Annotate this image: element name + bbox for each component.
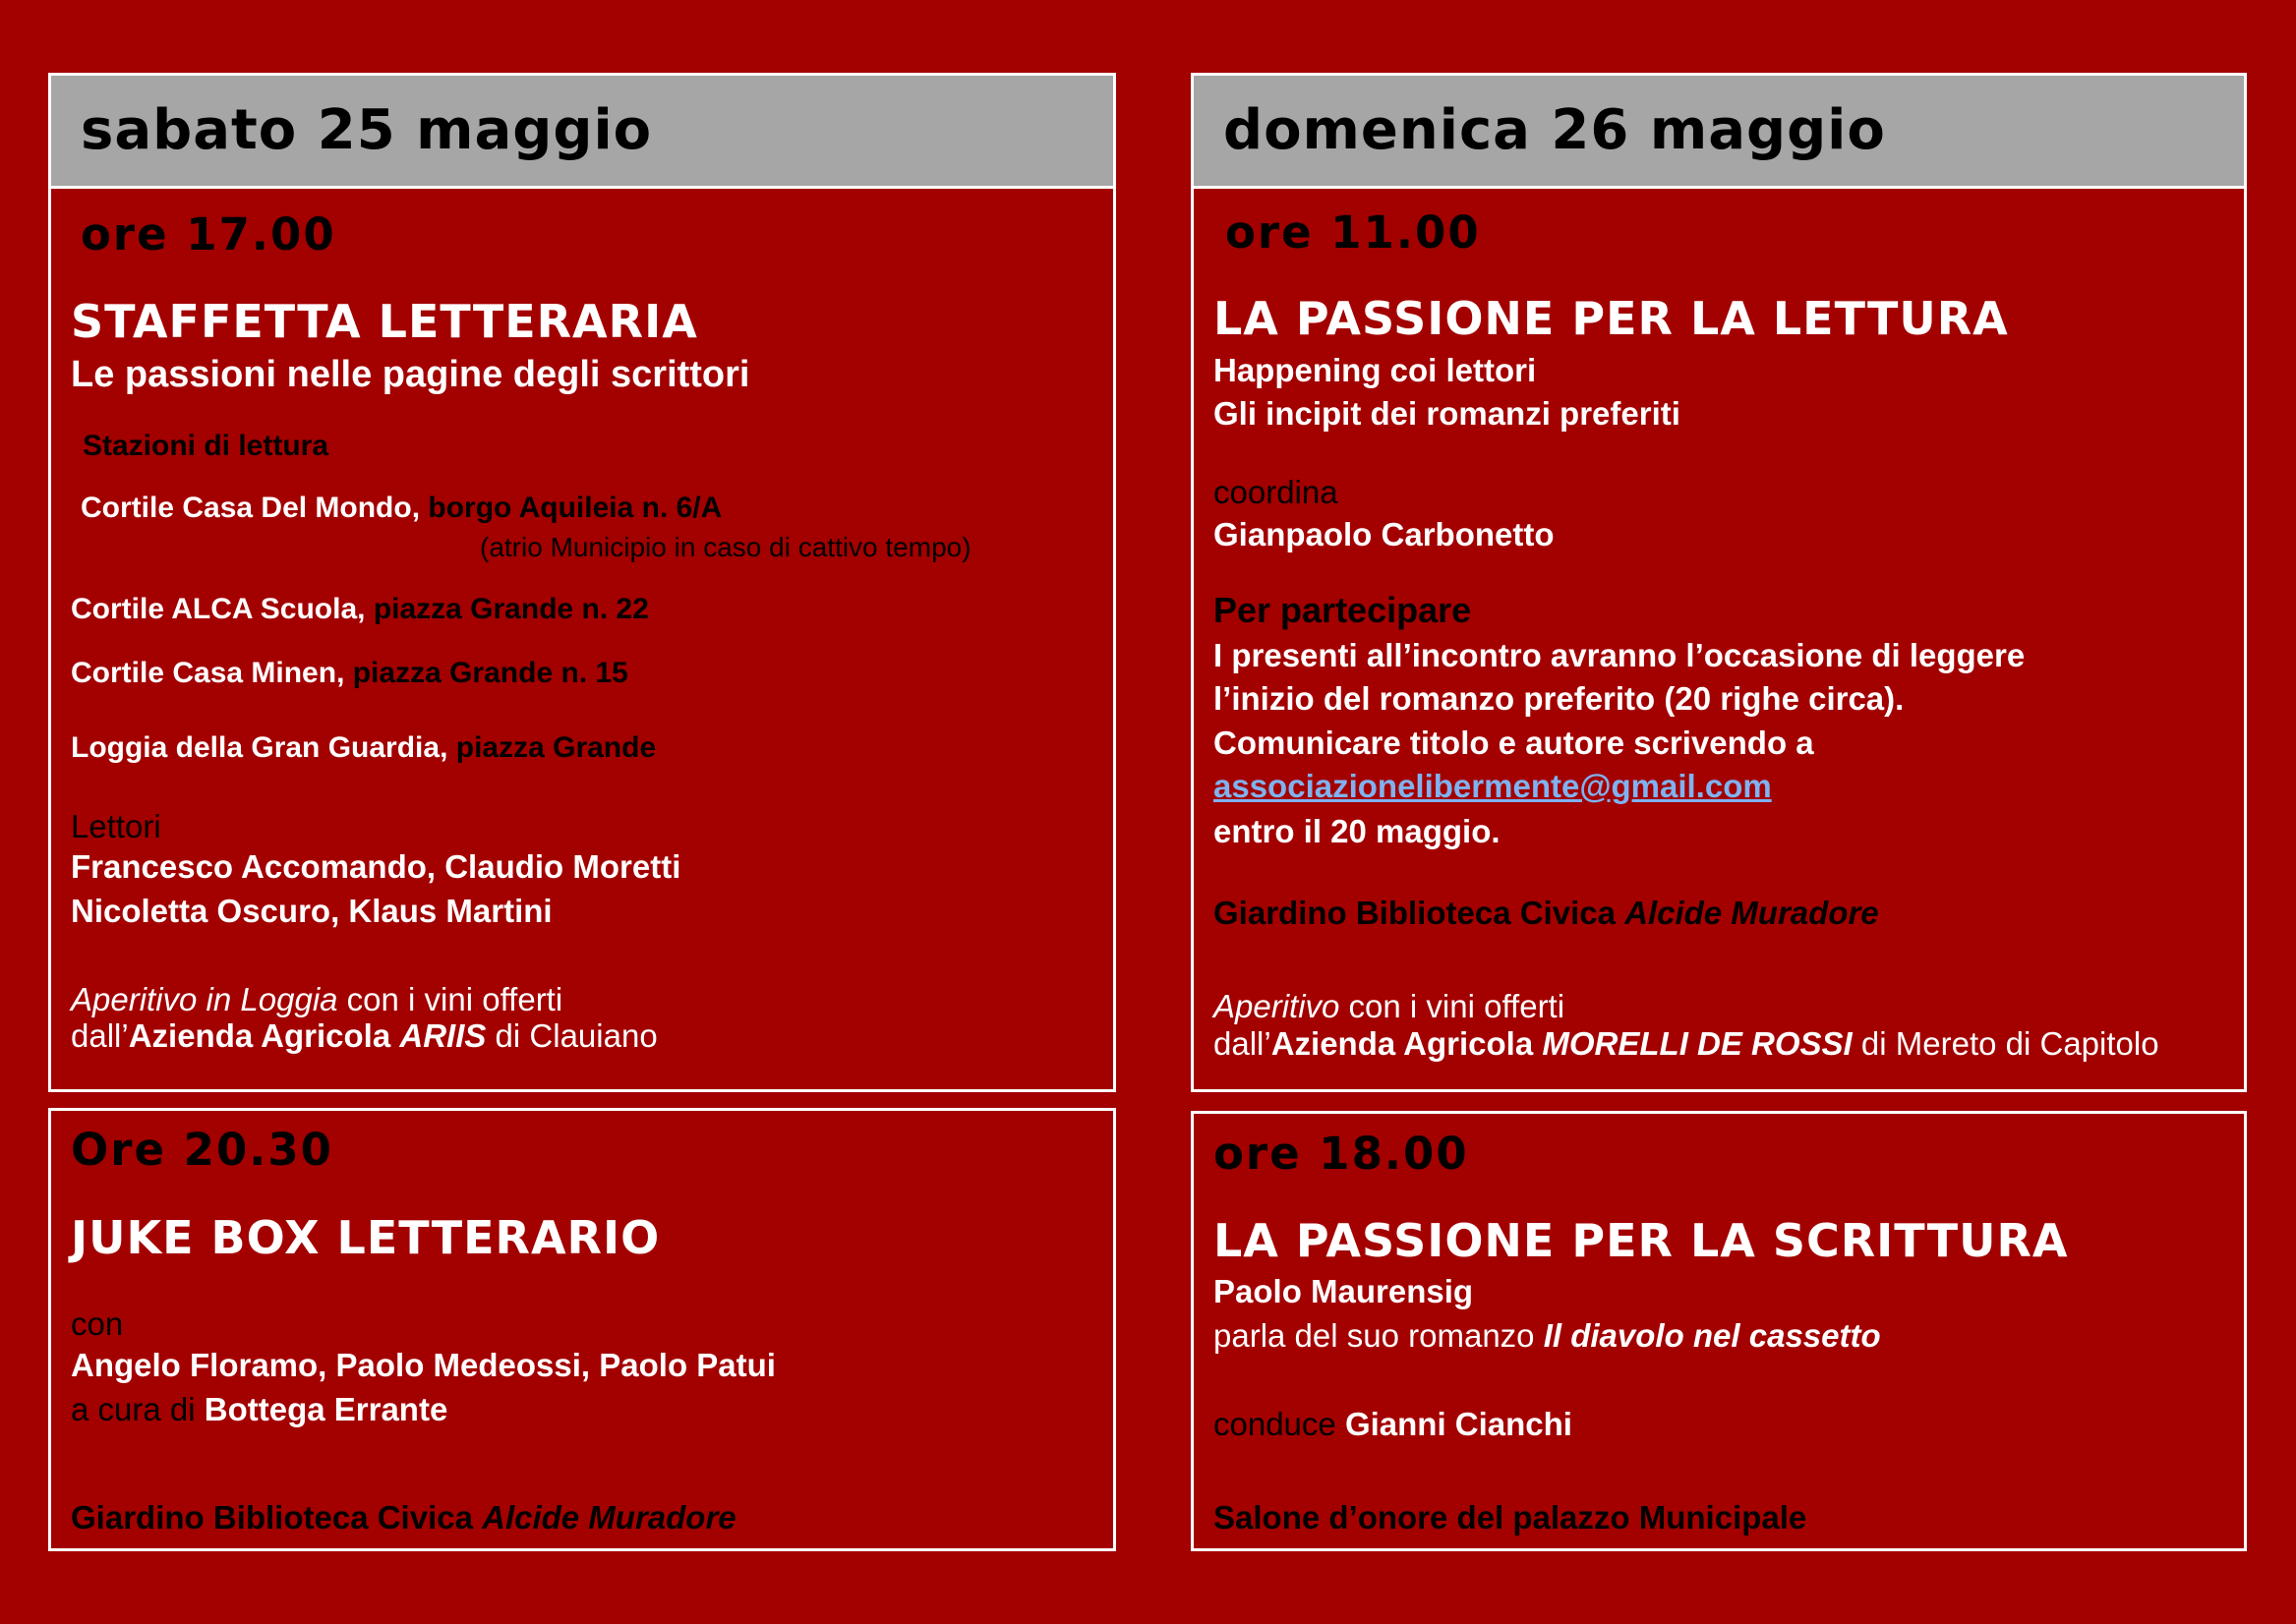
- station-sep: ,: [357, 593, 374, 625]
- sunday-event2-venue: Salone d’onore del palazzo Municipale: [1213, 1499, 1807, 1536]
- station-sep: ,: [440, 731, 456, 764]
- sunday-header: [1191, 73, 2247, 189]
- venue-name: Giardino Biblioteca Civica: [1213, 895, 1625, 931]
- participate-line4: entro il 20 maggio.: [1213, 813, 1501, 849]
- sunday-event1-title: LA PASSIONE PER LA LETTURA: [1213, 292, 2009, 345]
- readers-line1: Francesco Accomando, Claudio Moretti: [71, 848, 681, 885]
- station-row: [81, 492, 722, 525]
- saturday-event1-subtitle: Le passioni nelle pagine degli scrittori: [71, 354, 750, 395]
- readers-label: Lettori: [71, 808, 161, 844]
- station-sep: ,: [411, 492, 429, 524]
- with-label: con: [71, 1305, 124, 1342]
- station-place: Cortile Casa Minen: [71, 657, 337, 689]
- sunday-header-text: domenica 26 maggio: [1223, 98, 1886, 162]
- novel-title: Il diavolo nel cassetto: [1543, 1317, 1881, 1354]
- venue-dedication: Alcide Muradore: [482, 1499, 736, 1536]
- station-row: [71, 593, 649, 626]
- winery-label: Azienda Agricola: [1270, 1025, 1543, 1062]
- aperitivo-text: con i vini offerti: [1339, 988, 1565, 1024]
- aperitivo-label: Aperitivo in Loggia: [71, 981, 338, 1017]
- station-address: piazza Grande n. 22: [373, 593, 649, 625]
- winery-prefix: dall’: [1213, 1025, 1271, 1062]
- curated-name: Bottega Errante: [204, 1391, 448, 1427]
- stations-label: Stazioni di lettura: [83, 430, 329, 462]
- station-address: piazza Grande: [455, 731, 657, 764]
- participate-line3: Comunicare titolo e autore scrivendo a: [1213, 725, 1814, 761]
- sunday-winery: [1213, 1025, 2159, 1063]
- station-place: Cortile Casa Del Mondo: [81, 492, 412, 524]
- station-address: piazza Grande n. 15: [352, 657, 628, 689]
- saturday-event1-time: ore 17.00: [81, 208, 336, 261]
- sunday-event2-time: ore 18.00: [1213, 1128, 1469, 1180]
- aperitivo-text: con i vini offerti: [337, 981, 563, 1017]
- sunday-event1-line2: Gli incipit dei romanzi preferiti: [1213, 395, 1680, 432]
- curated-label: a cura di: [71, 1391, 205, 1427]
- sunday-event2-title: LA PASSIONE PER LA SCRITTURA: [1213, 1214, 2069, 1267]
- venue-dedication: Alcide Muradore: [1624, 895, 1879, 931]
- saturday-event1-title: STAFFETTA LETTERARIA: [71, 295, 698, 348]
- winery-name: ARIIS: [399, 1017, 487, 1054]
- winery-prefix: dall’: [71, 1017, 129, 1054]
- station-place: Cortile ALCA Scuola: [71, 593, 358, 625]
- saturday-event2-time: Ore 20.30: [71, 1124, 333, 1176]
- winery-location: di Mereto di Capitolo: [1852, 1025, 2159, 1062]
- sunday-aperitivo: [1213, 988, 1564, 1025]
- winery-location: di Clauiano: [486, 1017, 658, 1054]
- station-address: borgo Aquileia n. 6/A: [428, 492, 723, 524]
- saturday-aperitivo: [71, 981, 562, 1018]
- sunday-event2-talk: [1213, 1317, 1881, 1355]
- saturday-winery: [71, 1017, 658, 1055]
- guests: Angelo Floramo, Paolo Medeossi, Paolo Patui: [71, 1347, 776, 1383]
- curated-by: [71, 1391, 447, 1428]
- readers-line2: Nicoletta Oscuro, Klaus Martini: [71, 893, 553, 929]
- participate-line1: I presenti all’incontro avranno l’occasione di leggere: [1213, 637, 2026, 673]
- saturday-event2-venue: [71, 1499, 736, 1537]
- participate-line2: l’inizio del romanzo preferito (20 righe circa).: [1213, 680, 1905, 717]
- saturday-event2-title: JUKE BOX LETTERARIO: [71, 1211, 661, 1264]
- saturday-header: [48, 73, 1116, 189]
- station-row: [71, 657, 628, 690]
- station-row: [71, 731, 656, 765]
- winery-label: Azienda Agricola: [128, 1017, 400, 1054]
- email-link[interactable]: associazionelibermente@gmail.com: [1213, 768, 1772, 804]
- host-name: Gianni Cianchi: [1344, 1406, 1572, 1442]
- sunday-event2-author: Paolo Maurensig: [1213, 1273, 1474, 1309]
- aperitivo-label: Aperitivo: [1213, 988, 1340, 1024]
- talk-text: parla del suo romanzo: [1213, 1317, 1544, 1354]
- participate-label: Per partecipare: [1213, 590, 1472, 630]
- station-note: (atrio Municipio in caso di cattivo tempo): [480, 532, 971, 562]
- sunday-event1-time: ore 11.00: [1225, 206, 1481, 259]
- station-place: Loggia della Gran Guardia: [71, 731, 441, 764]
- venue-name: Giardino Biblioteca Civica: [71, 1499, 483, 1536]
- coord-label: coordina: [1213, 474, 1338, 510]
- sunday-event1-venue: [1213, 895, 1879, 932]
- station-sep: ,: [336, 657, 353, 689]
- saturday-header-text: sabato 25 maggio: [81, 98, 653, 162]
- sunday-event2-host: [1213, 1406, 1572, 1443]
- winery-name: MORELLI DE ROSSI: [1542, 1025, 1853, 1062]
- coord-name: Gianpaolo Carbonetto: [1213, 516, 1555, 552]
- host-label: conduce: [1213, 1406, 1345, 1442]
- sunday-event1-line1: Happening coi lettori: [1213, 352, 1537, 388]
